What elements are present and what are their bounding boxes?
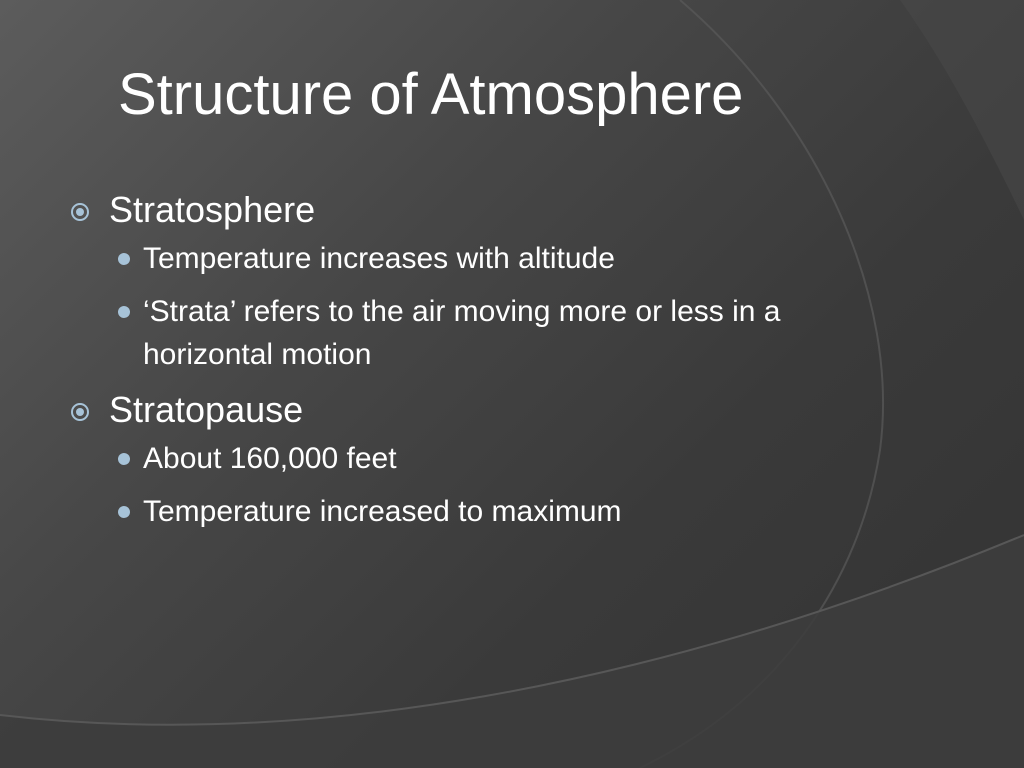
sub-bullet (66, 290, 863, 376)
section-heading: Stratosphere (109, 189, 316, 230)
dot-bullet-icon (118, 306, 130, 318)
sub-bullet-text: About 160,000 feet (143, 442, 397, 476)
slide-title: Structure of Atmosphere (118, 62, 744, 127)
sub-bullet-list (66, 437, 886, 533)
dot-bullet-icon (118, 253, 130, 265)
sub-bullet-text: Temperature increased to maximum (143, 495, 622, 529)
dot-bullet-icon (118, 453, 130, 465)
circle-bullet-icon (70, 402, 90, 422)
sub-bullet (66, 237, 863, 280)
dot-bullet-icon (118, 506, 130, 518)
sub-bullet (66, 437, 863, 480)
bullet-stratopause (66, 388, 886, 431)
sub-bullet-text: ‘Strata’ refers to the air moving more or less in a horizontal motion (143, 295, 781, 372)
sub-bullet-text: Temperature increases with altitude (143, 242, 615, 276)
sub-bullet-list (66, 237, 886, 376)
sub-bullet (66, 490, 863, 533)
bullet-stratosphere (66, 188, 886, 231)
circle-bullet-icon (70, 202, 90, 222)
slide-body (66, 188, 886, 545)
section-heading: Stratopause (109, 389, 304, 431)
